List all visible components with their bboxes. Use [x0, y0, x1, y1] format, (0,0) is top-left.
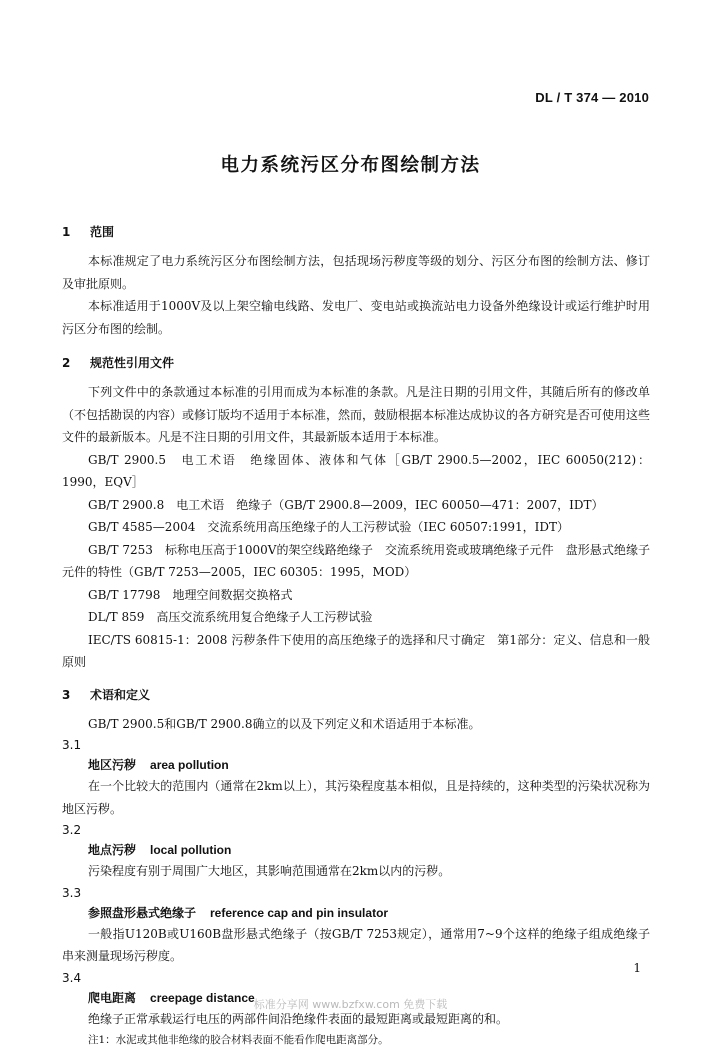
term-number: 3.1: [62, 738, 82, 752]
term-definition: 一般指U120B或U160B盘形悬式绝缘子（按GB/T 7253规定），通常用7~9个这样的绝缘子组成绝缘子串来测量现场污秽度。: [62, 926, 650, 963]
terms-intro: GB/T 2900.5和GB/T 2900.8确立的以及下列定义和术语适用于本标准。: [88, 716, 481, 731]
section-title: 规范性引用文件: [90, 356, 175, 370]
section-number: 2: [62, 356, 71, 370]
term-name-en: area pollution: [150, 758, 229, 772]
section-number: 3: [62, 687, 71, 702]
section-title: 范围: [90, 225, 115, 239]
term-name-zh: 地点污秽: [88, 843, 137, 857]
scope-paragraph-2: 本标准适用于1000V及以上架空输电线路、发电厂、变电站或换流站电力设备外绝缘设计或运行维护时用污区分布图的绘制。: [62, 299, 650, 336]
term-name-zh: 爬电距离: [88, 990, 137, 1005]
term-note: 注1：水泥或其他非绝缘的胶合材料表面不能看作爬电距离部分。: [88, 1034, 389, 1046]
section-number: 1: [62, 225, 71, 239]
section-heading-3: [62, 685, 650, 705]
term-number: 3.2: [62, 823, 82, 837]
document-body: [62, 222, 650, 1050]
reference-item: IEC/TS 60815-1：2008 污秽条件下使用的高压绝缘子的选择和尺寸确定 第1部分：定义、信息和一般原则: [62, 632, 650, 669]
term-definition: 绝缘子正常承载运行电压的两部件间沿绝缘件表面的最短距离或最短距离的和。: [88, 1011, 509, 1026]
standard-code: DL / T 374 — 2010: [535, 90, 649, 105]
term-name-en: creepage distance: [150, 990, 255, 1005]
term-name-en: reference cap and pin insulator: [210, 905, 389, 920]
reference-item: GB/T 7253 标称电压高于1000V的架空线路绝缘子 交流系统用瓷或玻璃绝缘子元件 盘形悬式绝缘子元件的特性（GB/T 7253—2005，IEC 60305：1995，MOD）: [62, 542, 650, 579]
reference-item: GB/T 4585—2004 交流系统用高压绝缘子的人工污秽试验（IEC 60507:1991，IDT）: [88, 520, 569, 534]
document-title: 电力系统污区分布图绘制方法: [220, 155, 481, 176]
section-title: 术语和定义: [90, 687, 151, 702]
term-name: [62, 903, 650, 923]
watermark-footer: 标准分享网 www.bzfxw.com 免费下载: [253, 998, 448, 1011]
term-definition: 在一个比较大的范围内（通常在2km以上），其污染程度基本相似，且是持续的，这种类型的污染状况称为地区污秽。: [62, 779, 650, 816]
reference-item: GB/T 17798 地理空间数据交换格式: [88, 587, 293, 602]
references-intro: 下列文件中的条款通过本标准的引用而成为本标准的条款。凡是注日期的引用文件，其随后所有的修改单（不包括勘误的内容）或修订版均不适用于本标准，然而，鼓励根据本标准达成协议的各方研究是否可使用这些文件的最新版本。凡是不注日期的引用文件，其最新版本适用于本标准。: [62, 385, 651, 444]
term-name-en: local pollution: [150, 843, 232, 857]
page-number: 1: [633, 961, 641, 975]
term-number: 3.3: [62, 885, 82, 900]
term-name-zh: 参照盘形悬式绝缘子: [88, 905, 197, 920]
term-name: [62, 840, 650, 860]
reference-item: GB/T 2900.8 电工术语 绝缘子（GB/T 2900.8—2009，IEC 60050—471：2007，IDT）: [88, 497, 604, 512]
term-number: 3.4: [62, 970, 82, 985]
term-definition: 污染程度有别于周围广大地区，其影响范围通常在2km以内的污秽。: [88, 864, 451, 878]
scope-paragraph-1: 本标准规定了电力系统污区分布图绘制方法，包括现场污秽度等级的划分、污区分布图的绘制方法、修订及审批原则。: [62, 254, 650, 291]
term-name-zh: 地区污秽: [88, 758, 137, 772]
reference-item: GB/T 2900.5 电工术语 绝缘固体、液体和气体［GB/T 2900.5—2002，IEC 60050(212)：1990，EQV］: [62, 452, 650, 489]
reference-item: DL/T 859 高压交流系统用复合绝缘子人工污秽试验: [88, 610, 373, 624]
section-heading-2: [62, 353, 650, 373]
term-name: [62, 755, 650, 775]
section-heading-1: [62, 222, 650, 242]
